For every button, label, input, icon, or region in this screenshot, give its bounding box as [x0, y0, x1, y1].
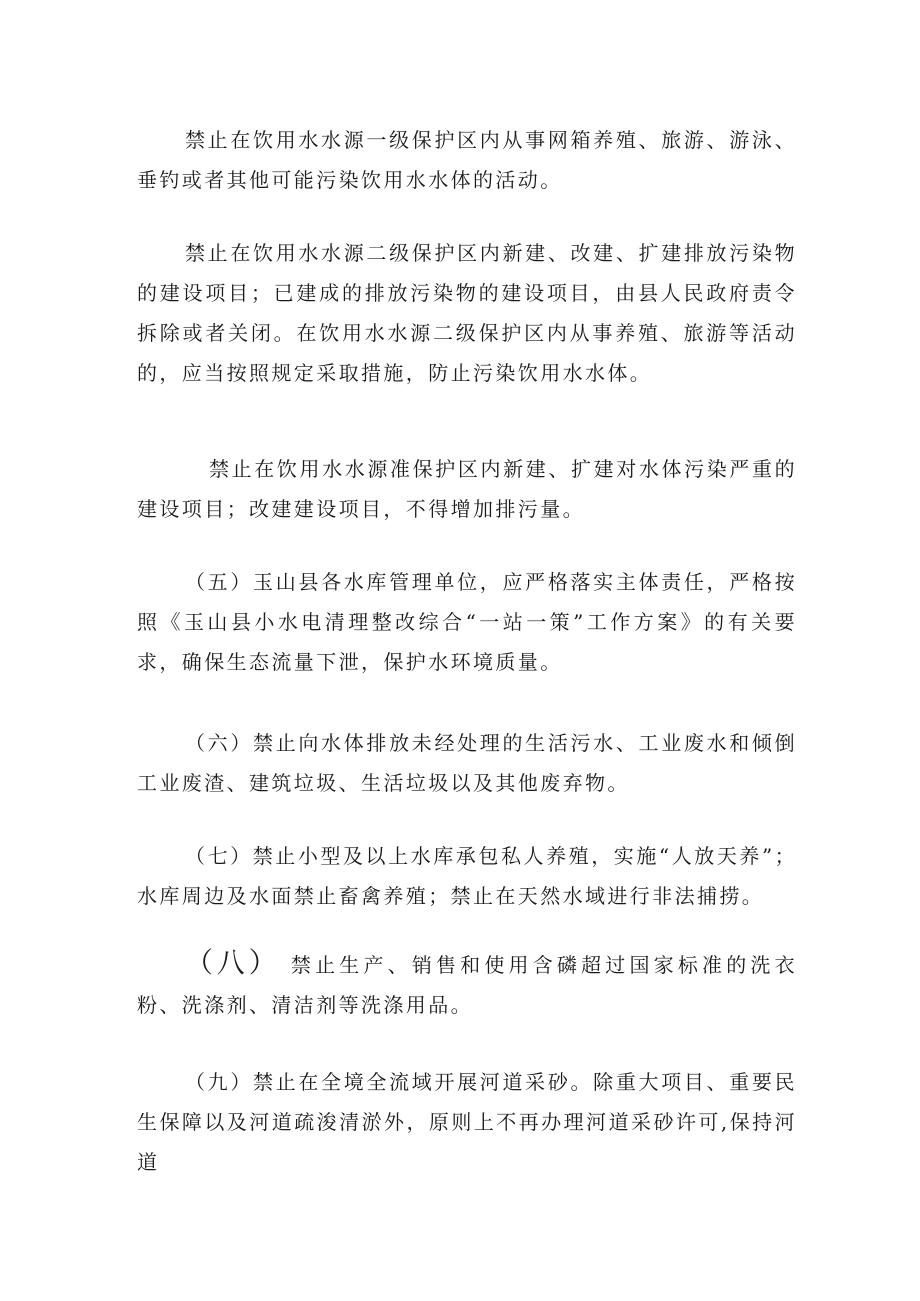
item-eight-marker: （八） [185, 946, 281, 979]
paragraph-item-six: （六）禁止向水体排放未经处理的生活污水、工业废水和倾倒工业废渣、建筑垃圾、生活垃圾以及其他废弃物。 [137, 731, 797, 795]
paragraph-item-eight [137, 943, 797, 1025]
paragraph-item-nine: （九）禁止在全境全流域开展河道采砂。除重大项目、重要民生保障以及河道疏浚清淤外，原则上不再办理河道采砂许可,保持河道 [137, 1070, 797, 1174]
paragraph-primary-protection-zone: 禁止在饮用水水源一级保护区内从事网箱养殖、旅游、游泳、垂钓或者其他可能污染饮用水水体的活动。 [137, 128, 797, 192]
paragraph-secondary-protection-zone: 禁止在饮用水水源二级保护区内新建、改建、扩建排放污染物的建设项目；已建成的排放污染物的建设项目，由县人民政府责令拆除或者关闭。在饮用水水源二级保护区内从事养殖、旅游等活动的，应当按照规定采取措施，防止污染饮用水水体。 [137, 241, 797, 385]
paragraph-quasi-protection-zone: 禁止在饮用水水源准保护区内新建、扩建对水体污染严重的建设项目；改建建设项目，不得增加排污量。 [137, 457, 797, 521]
paragraph-item-five: （五）玉山县各水库管理单位，应严格落实主体责任，严格按照《玉山县小水电清理整改综合“一站一策”工作方案》的有关要求，确保生态流量下泄，保护水环境质量。 [137, 570, 797, 674]
paragraph-item-seven: （七）禁止小型及以上水库承包私人养殖，实施“人放天养”；水库周边及水面禁止畜禽养殖；禁止在天然水域进行非法捕捞。 [137, 844, 797, 908]
item-eight-text: 禁止生产、销售和使用含磷超过国家标准的洗衣粉、洗涤剂、清洁剂等洗涤用品。 [137, 953, 797, 1017]
